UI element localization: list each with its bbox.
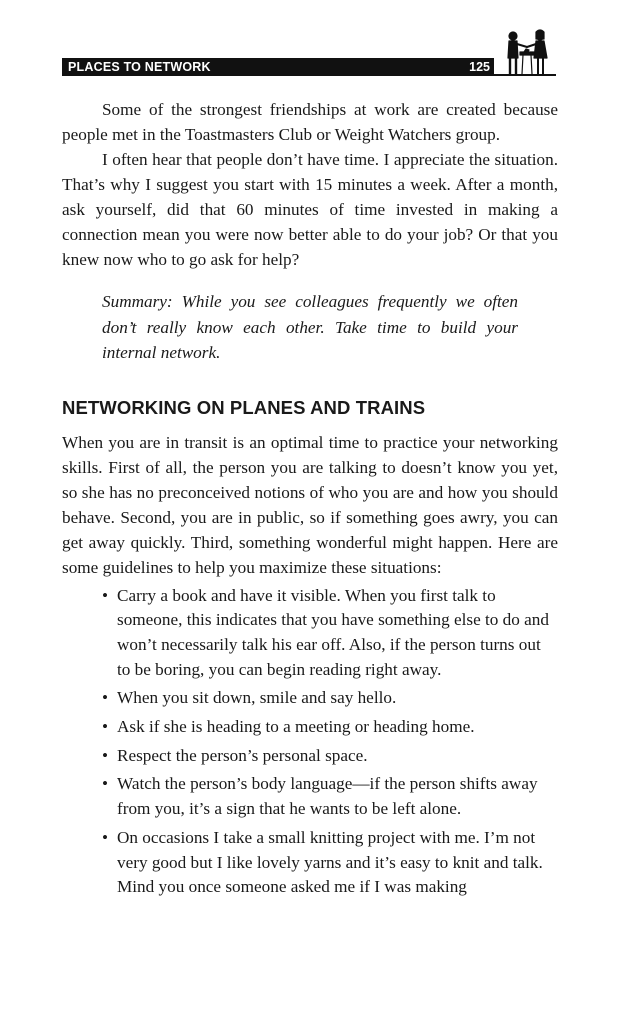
list-item-text: Watch the person’s body language—if the person shifts away from you, it’s a sign that he wants to be left alone. bbox=[117, 774, 538, 819]
chapter-title: PLACES TO NETWORK bbox=[68, 60, 211, 74]
bullet-glyph: • bbox=[102, 717, 109, 737]
list-item-text: When you sit down, smile and say hello. bbox=[117, 688, 397, 708]
bullet-list bbox=[62, 584, 558, 900]
list-item-text: Respect the person’s personal space. bbox=[117, 745, 368, 765]
page-number: 125 bbox=[469, 60, 490, 74]
bullet-glyph: • bbox=[102, 745, 109, 765]
list-item-text: On occasions I take a small knitting project with me. I’m not very good but I like lovely yarns and it’s easy to knit and talk. Mind you once someone asked me if I was making bbox=[117, 827, 543, 897]
list-item bbox=[102, 772, 558, 821]
paragraph: I often hear that people don’t have time. I appreciate the situation. That’s why I suggest you start with 15 minutes a week. After a month, ask yourself, did that 60 minutes of time invested in making a connection mean you were now better able to do your job? Or that you knew now who to go ask for help? bbox=[62, 150, 558, 269]
section-heading: NETWORKING ON PLANES AND TRAINS bbox=[62, 396, 426, 418]
list-item bbox=[102, 584, 558, 683]
list-item bbox=[102, 686, 558, 711]
paragraph: When you are in transit is an optimal time to practice your networking skills. First of all, the person you are talking to doesn’t know you yet, so she has no preconceived notions of who you are and how you should behave. Second, you are in public, so if something goes awry, you can get away quickly. Third, something wonderful might happen. Here are some guidelines to help you maximize these situations: bbox=[62, 432, 558, 577]
bullet-glyph: • bbox=[102, 827, 109, 847]
list-item bbox=[102, 744, 558, 769]
list-item bbox=[102, 715, 558, 740]
paragraph: Some of the strongest friendships at work are created because people met in the Toastmasters Club or Weight Watchers group. bbox=[62, 100, 558, 144]
list-item-text: Ask if she is heading to a meeting or heading home. bbox=[117, 717, 475, 737]
running-header bbox=[62, 58, 494, 76]
bullet-glyph: • bbox=[102, 688, 109, 708]
list-item-text: Carry a book and have it visible. When you first talk to someone, this indicates that you have something else to do and won’t necessarily talk his ear off. Also, if the person turns out to be boring, you can begin reading right away. bbox=[117, 585, 549, 679]
list-item bbox=[102, 826, 558, 900]
bullet-glyph: • bbox=[102, 774, 109, 794]
handshake-icon bbox=[500, 28, 554, 76]
summary-note: Summary: While you see colleagues frequently we often don’t really know each other. Take time to build your internal network. bbox=[102, 292, 518, 362]
bullet-glyph: • bbox=[102, 585, 109, 605]
page-body bbox=[62, 97, 558, 904]
